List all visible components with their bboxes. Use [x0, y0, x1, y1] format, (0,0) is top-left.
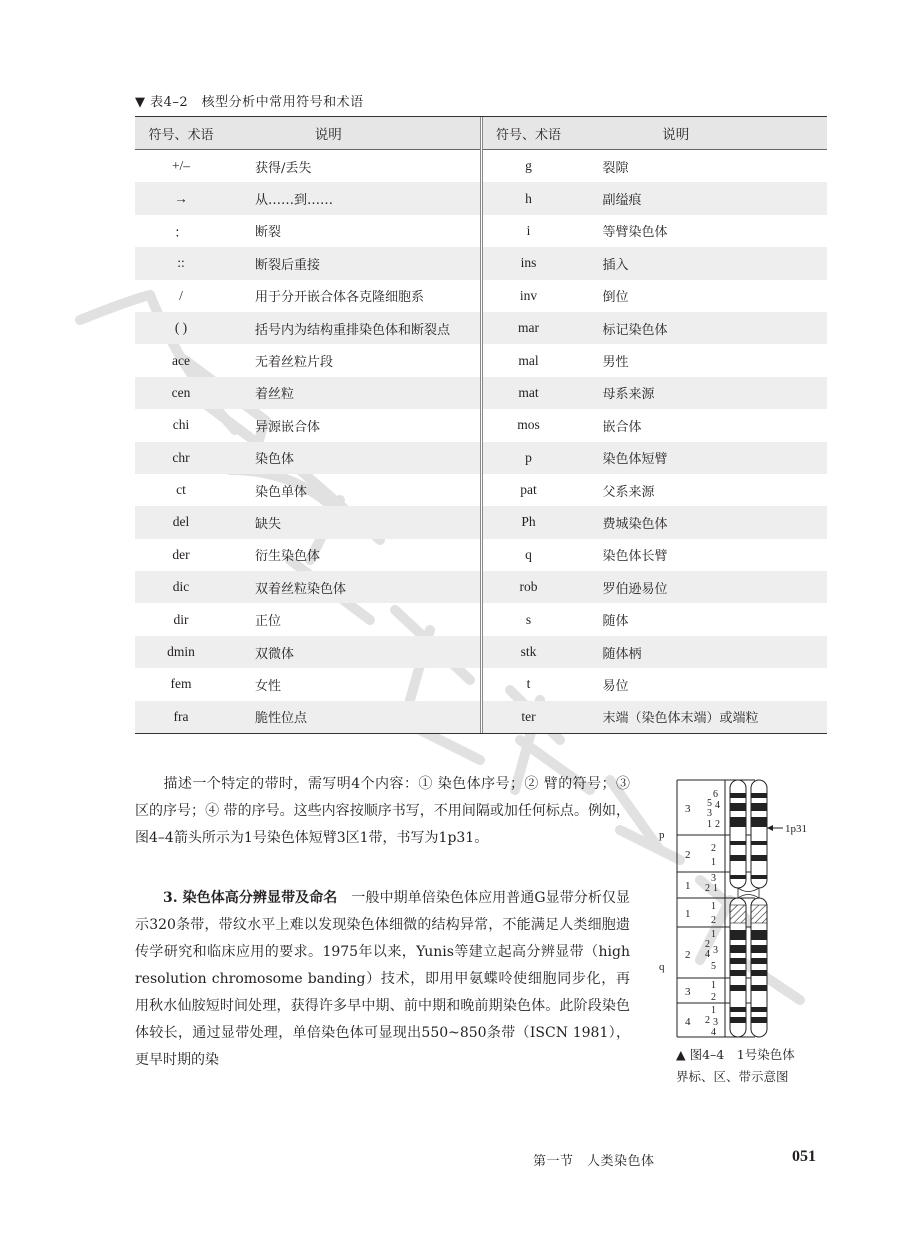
arrow-head-icon	[767, 825, 773, 831]
band-numbers	[705, 789, 720, 1038]
description-cell: 无着丝粒片段	[255, 355, 334, 371]
table-row	[483, 603, 828, 635]
symbol-cell: t	[526, 676, 531, 692]
symbol-cell: fem	[170, 676, 192, 692]
table-row	[483, 636, 828, 668]
band-number: 4	[711, 1027, 716, 1038]
band-number: 5	[711, 961, 716, 972]
table-row	[483, 344, 828, 376]
symbol-cell: ace	[172, 352, 190, 368]
description-cell: 副缢痕	[602, 193, 642, 209]
symbol-cell: dmin	[167, 644, 195, 660]
table-caption: ▼ 表4–2 核型分析中常用符号和术语	[135, 95, 364, 110]
symbol-cell: inv	[519, 287, 538, 303]
figure-caption	[676, 1044, 836, 1088]
description-cell: 女性	[255, 678, 282, 694]
description-cell: 从……到……	[255, 193, 334, 209]
chromatid-left	[730, 780, 746, 1037]
table-row	[135, 182, 480, 214]
symbol-cell: ：	[174, 224, 188, 240]
band-number: 3	[707, 808, 712, 819]
table-row	[135, 668, 480, 700]
description-cell: 断裂	[255, 225, 282, 241]
table-row	[135, 701, 480, 733]
figure-caption-line2: 界标、区、带示意图	[676, 1069, 789, 1084]
description-cell: 倒位	[602, 290, 629, 306]
description-cell: 易位	[602, 678, 629, 694]
symbol-cell: stk	[520, 644, 537, 660]
symbol-cell: /	[179, 287, 183, 303]
region-p2: 2	[685, 849, 691, 861]
table-row	[483, 312, 828, 344]
band-number: 1	[711, 901, 716, 912]
symbol-cell: mat	[518, 384, 539, 400]
description-cell: 等臂染色体	[602, 225, 668, 241]
paragraph-text: 描述一个特定的带时，需写明4个内容：① 染色体序号；② 臂的符号；③ 区的序号；④ 带的序号。这些内容按顺序书写，不用间隔或加任何标点。例如，图4–4箭头所示为1号染色体短臂3区1带，书写为1p31。	[135, 776, 630, 846]
description-cell: 染色体	[255, 452, 295, 468]
description-cell: 父系来源	[602, 484, 655, 500]
table-row	[483, 539, 828, 571]
symbol-cell: ::	[177, 255, 185, 271]
table-row	[135, 571, 480, 603]
symbol-cell: h	[525, 190, 532, 206]
page-number: 051	[792, 1148, 816, 1165]
table-row	[483, 182, 828, 214]
description-cell: 罗伯逊易位	[602, 581, 668, 597]
chromosome-1-diagram	[655, 775, 815, 1045]
symbol-cell: mos	[517, 417, 540, 433]
symbol-cell: Ph	[521, 514, 536, 530]
symbol-cell: →	[174, 190, 188, 206]
description-cell: 插入	[602, 257, 629, 273]
table-row	[135, 409, 480, 441]
table-row	[135, 215, 480, 247]
description-cell: 染色体长臂	[602, 549, 668, 565]
paragraph-high-resolution	[135, 885, 630, 1074]
description-cell: 末端（染色体末端）或端粒	[602, 711, 759, 727]
table-row	[135, 280, 480, 312]
band-number: 3	[713, 1017, 718, 1028]
band-number: 1	[711, 980, 716, 991]
region-p3: 3	[685, 803, 691, 815]
description-cell: 母系来源	[602, 387, 655, 403]
table-row	[483, 442, 828, 474]
description-cell: 括号内为结构重排染色体和断裂点	[255, 322, 451, 338]
band-number: 1	[707, 819, 712, 830]
band-number: 3	[711, 873, 716, 884]
header-description: 说明	[662, 127, 690, 143]
band-number: 3	[713, 945, 718, 956]
table-header	[483, 117, 828, 150]
symbol-cell: i	[526, 222, 531, 238]
symbol-cell: dic	[172, 579, 190, 595]
description-cell: 着丝粒	[255, 387, 295, 403]
paragraph-band-description	[135, 771, 630, 852]
section-heading: 3. 染色体高分辨显带及命名	[163, 890, 338, 906]
table-row	[135, 377, 480, 409]
symbol-cell: +/–	[171, 158, 191, 174]
description-cell: 裂隙	[602, 160, 629, 176]
table-row	[483, 215, 828, 247]
table-row	[483, 409, 828, 441]
table-row	[135, 506, 480, 538]
region-q3: 3	[685, 986, 691, 998]
band-number: 1	[711, 857, 716, 868]
symbol-cell: ( )	[174, 320, 188, 336]
table-row	[135, 312, 480, 344]
description-cell: 正位	[255, 614, 282, 630]
table-right-half	[483, 117, 828, 733]
description-cell: 异源嵌合体	[255, 419, 321, 435]
symbol-cell: ct	[176, 482, 186, 498]
table-header	[135, 117, 480, 150]
table-row	[135, 603, 480, 635]
arrow-label: 1p31	[785, 823, 807, 835]
symbol-cell: fra	[173, 708, 189, 724]
band-number: 2	[705, 939, 710, 950]
table-row	[135, 442, 480, 474]
description-cell: 标记染色体	[602, 322, 668, 338]
table-left-half	[135, 117, 483, 733]
table-row	[135, 474, 480, 506]
symbols-table	[135, 116, 827, 734]
description-cell: 染色单体	[255, 484, 308, 500]
chromatid-right	[751, 780, 767, 1037]
band-number: 1	[711, 1005, 716, 1016]
symbol-cell: del	[172, 514, 190, 530]
table-row	[135, 150, 480, 182]
description-cell: 双微体	[255, 646, 295, 662]
arm-q-label: q	[659, 961, 665, 973]
description-cell: 缺失	[255, 516, 282, 532]
description-cell: 男性	[602, 355, 629, 371]
description-cell: 嵌合体	[602, 419, 642, 435]
description-cell: 染色体短臂	[602, 452, 668, 468]
table-row	[483, 701, 828, 733]
figure-caption-line1: ▲ 图4–4 1号染色体	[676, 1047, 795, 1062]
region-q1: 1	[685, 908, 691, 920]
symbol-cell: mar	[518, 320, 539, 336]
table-row	[483, 377, 828, 409]
symbol-cell: g	[525, 158, 532, 174]
table-row	[483, 247, 828, 279]
header-symbol: 符号、术语	[495, 127, 561, 143]
description-cell: 随体	[602, 614, 629, 630]
symbol-cell: ins	[520, 255, 537, 271]
band-number: 1	[713, 883, 718, 894]
description-cell: 获得/丢失	[255, 160, 312, 176]
description-cell: 衍生染色体	[255, 549, 321, 565]
footer-section-title: 第一节 人类染色体	[533, 1154, 655, 1169]
description-cell: 用于分开嵌合体各克隆细胞系	[255, 290, 425, 306]
region-p1: 1	[685, 880, 691, 892]
paragraph-text: 一般中期单倍染色体应用普通G显带分析仅显示320条带，带纹水平上难以发现染色体细微的结构异常，不能满足人类细胞遗传学研究和临床应用的要求。1975年以来，Yunis等建立起高分辨显带（high resolution chromosome banding）技术，即用甲氨蝶呤使细胞同步化，再用秋水仙胺短时间处理，获得许多早中期、前中期和晚前期染色体。此阶段染色体较长，通过显带处理，单倍染色体可显现出550~850条带（ISCN 1981），更早时期的染	[135, 890, 630, 1068]
symbol-cell: ter	[521, 708, 536, 724]
band-number: 4	[705, 949, 710, 960]
description-cell: 脆性位点	[255, 711, 308, 727]
table-row	[135, 539, 480, 571]
symbol-cell: chi	[172, 417, 190, 433]
band-number: 2	[711, 915, 716, 926]
description-cell: 断裂后重接	[255, 257, 321, 273]
description-cell: 随体柄	[602, 646, 642, 662]
band-number: 6	[713, 789, 718, 800]
band-number: 4	[715, 800, 720, 811]
symbol-cell: q	[525, 546, 532, 562]
symbol-cell: cen	[171, 384, 191, 400]
band-number: 2	[705, 883, 710, 894]
symbol-cell: dir	[173, 611, 189, 627]
band-number: 2	[711, 992, 716, 1003]
table-row	[483, 150, 828, 182]
band-number: 2	[711, 843, 716, 854]
region-q4: 4	[685, 1016, 691, 1028]
symbol-cell: s	[525, 611, 532, 627]
band-number: 1	[711, 929, 716, 940]
symbol-cell: p	[525, 449, 532, 465]
description-cell: 费城染色体	[602, 516, 668, 532]
arm-p-label: p	[659, 829, 665, 841]
symbol-cell: chr	[172, 449, 190, 465]
symbol-cell: rob	[519, 579, 538, 595]
band-number: 2	[705, 1015, 710, 1026]
table-row	[135, 636, 480, 668]
symbol-cell: der	[172, 546, 190, 562]
band-number: 2	[715, 819, 720, 830]
symbol-cell: pat	[520, 482, 537, 498]
region-q2: 2	[685, 949, 691, 961]
table-row	[483, 571, 828, 603]
header-symbol: 符号、术语	[148, 127, 214, 143]
header-description: 说明	[314, 127, 342, 143]
table-row	[483, 280, 828, 312]
table-row	[483, 668, 828, 700]
table-row	[483, 474, 828, 506]
centromere	[738, 888, 759, 898]
table-row	[135, 247, 480, 279]
table-row	[483, 506, 828, 538]
description-cell: 双着丝粒染色体	[255, 581, 347, 597]
symbol-cell: mal	[518, 352, 539, 368]
band-number: 5	[707, 798, 712, 809]
table-row	[135, 344, 480, 376]
